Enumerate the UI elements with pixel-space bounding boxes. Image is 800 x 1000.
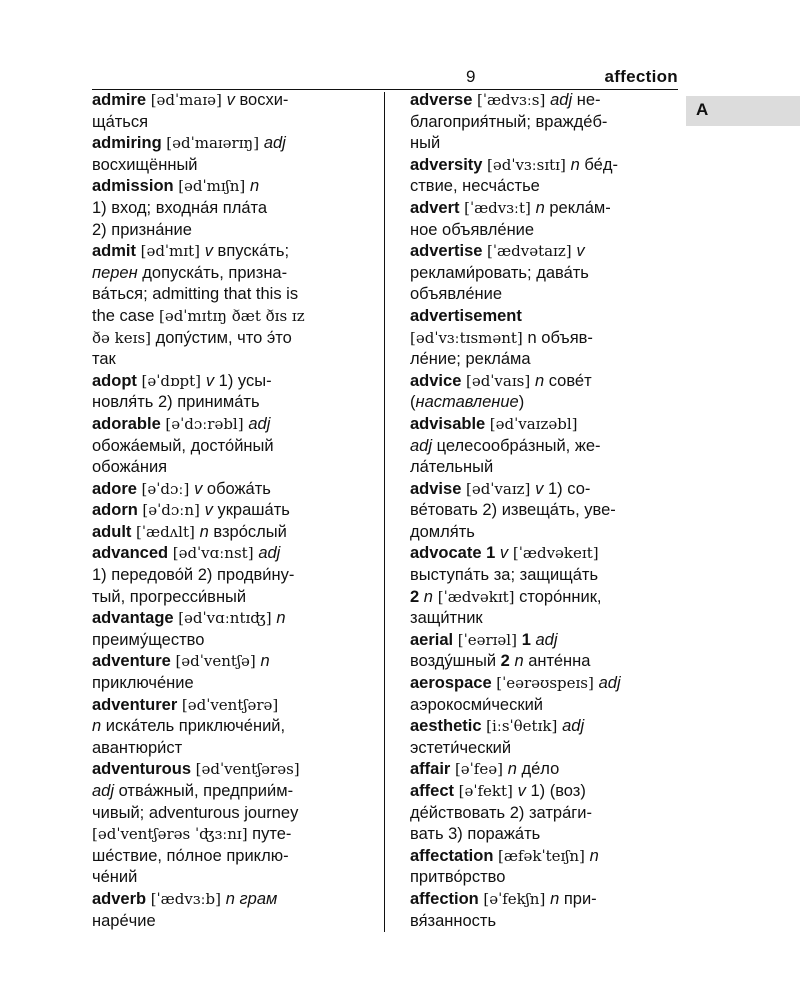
- translation-text: благоприя́тный; вражде́б-: [410, 112, 608, 131]
- transcription: [ˈædvətaɪz]: [487, 242, 577, 261]
- entry-line: [92, 846, 374, 868]
- entry-line: [410, 608, 682, 630]
- transcription: [ˈædvɜːt]: [464, 198, 536, 217]
- entry-line: [410, 781, 682, 803]
- translation-text: домля́ть: [410, 522, 475, 541]
- entry-line: [92, 651, 374, 673]
- translation-text: тый, прогресси́вный: [92, 587, 247, 606]
- translation-text: ла́тельный: [410, 458, 494, 477]
- running-head: affection: [604, 67, 678, 86]
- transcription: [əˈfekʃn]: [483, 889, 551, 908]
- left-column: [92, 90, 374, 932]
- entry-line: [410, 436, 682, 458]
- translation-text: иска́тель приключе́ний,: [101, 717, 286, 736]
- entry-line: [410, 716, 682, 738]
- transcription: [əˈfeə]: [454, 760, 508, 779]
- translation-text: рекла́м-: [544, 198, 611, 217]
- dictionary-entry: [410, 630, 682, 673]
- transcription: [ˈædvəkeɪt]: [508, 544, 599, 563]
- grammar-label: n: [535, 198, 545, 217]
- entry-line: [92, 867, 374, 889]
- translation-text: аэрокосми́ческий: [410, 695, 544, 714]
- headword: advanced: [92, 544, 173, 563]
- translation-text: бе́д-: [579, 155, 618, 174]
- headword: admission: [92, 177, 179, 196]
- grammar-label: adj: [248, 414, 271, 433]
- headword: adventure: [92, 652, 176, 671]
- entry-line: [410, 695, 682, 717]
- entry-line: [410, 587, 682, 609]
- entry-line: [410, 328, 682, 350]
- entry-line: [92, 284, 374, 306]
- translation-text: эстети́ческий: [410, 738, 512, 757]
- entry-line: [410, 371, 682, 393]
- dictionary-entry: [410, 90, 682, 155]
- headword: advertisement: [410, 306, 522, 325]
- transcription: [əˈdɒpt]: [141, 371, 206, 390]
- transcription: [ədˈventʃərəs]: [195, 760, 300, 779]
- headword: aerial: [410, 630, 458, 649]
- dictionary-entry: [410, 306, 682, 371]
- translation-text: вя́занность: [410, 911, 497, 930]
- transcription: [ədˈventʃə]: [175, 652, 261, 671]
- translation-text: так: [92, 350, 116, 369]
- entry-line: [410, 306, 682, 328]
- translation-text: ное объявле́ние: [410, 220, 535, 239]
- dictionary-entry: [92, 651, 374, 694]
- transcription: [æfəkˈteɪʃn]: [498, 846, 590, 865]
- entry-line: [92, 457, 374, 479]
- entry-line: [92, 911, 374, 933]
- translation-text: путе-: [247, 825, 292, 844]
- transcription: [ədˈvaɪzəbl]: [489, 414, 578, 433]
- entry-line: [410, 241, 682, 263]
- headword: adversity: [410, 155, 488, 174]
- entry-line: [92, 436, 374, 458]
- entry-line: [92, 500, 374, 522]
- translation-text: возду́шный: [410, 652, 501, 671]
- headword: advise: [410, 479, 466, 498]
- headword: affectation: [410, 846, 499, 865]
- translation-text: 1) со-: [543, 479, 591, 498]
- translation-text: при-: [559, 889, 597, 908]
- grammar-label: v: [204, 501, 213, 520]
- translation-text: отва́жный, предприи́м-: [114, 782, 294, 800]
- headword: adorable: [92, 414, 166, 433]
- translation-text: не-: [572, 91, 601, 109]
- entry-line: [410, 889, 682, 911]
- transcription: [ədˈvɜːtɪsmənt]: [410, 328, 528, 347]
- entry-line: [92, 824, 374, 846]
- headword: admiring: [92, 134, 167, 153]
- entry-line: [92, 543, 374, 565]
- dictionary-entry: [92, 133, 374, 176]
- transcription: [əˈfekt]: [458, 782, 518, 800]
- headword: adventurer: [92, 695, 182, 714]
- dictionary-entry: [410, 371, 682, 414]
- grammar-label: adj: [550, 91, 573, 109]
- transcription: [əˈdɔːrəbl]: [165, 414, 249, 433]
- transcription: [əˈdɔː]: [141, 479, 195, 498]
- dictionary-entry: [410, 716, 682, 759]
- entry-line: [410, 155, 682, 177]
- headword: affect: [410, 782, 459, 800]
- headword: advantage: [92, 609, 179, 628]
- dictionary-entry: [92, 608, 374, 651]
- entry-line: [92, 759, 374, 781]
- translation-text: де́ло: [516, 760, 560, 779]
- transcription: [ədˈventʃərə]: [181, 695, 279, 714]
- entry-line: [92, 803, 374, 825]
- entry-line: [92, 176, 374, 198]
- translation-text: 1) усы-: [214, 371, 272, 390]
- translation-text: ): [518, 393, 525, 412]
- translation-text: допу́стим, что э́то: [151, 328, 292, 347]
- grammar-label: наставление: [415, 393, 519, 412]
- headword: admire: [92, 91, 151, 109]
- transcription: [ˈædʌlt]: [136, 522, 200, 541]
- right-column: [410, 90, 682, 932]
- grammar-label: n: [92, 717, 102, 736]
- grammar-label: v: [499, 544, 509, 563]
- translation-text: анте́нна: [523, 652, 591, 671]
- entry-line: [410, 565, 682, 587]
- translation-text: защи́тник: [410, 609, 483, 628]
- entry-line: [92, 241, 374, 263]
- transcription: [ədˈvaɪz]: [465, 479, 536, 498]
- translation-text: ве́товать 2) извеща́ть, уве-: [410, 501, 616, 520]
- entry-line: [92, 263, 374, 285]
- transcription: [ədˈmɪtɪŋ ðæt ðɪs ɪz: [158, 306, 305, 325]
- dictionary-entry: [92, 371, 374, 414]
- dictionary-entry: [92, 889, 374, 932]
- dictionary-entry: [410, 543, 682, 629]
- page-header: [92, 64, 678, 90]
- entry-line: [92, 155, 374, 177]
- alphabet-tab: [686, 96, 800, 126]
- dictionary-entry: [92, 241, 374, 371]
- translation-text: реклами́ровать; дава́ть: [410, 263, 589, 282]
- grammar-label: adj: [598, 674, 621, 693]
- grammar-label: adj: [92, 782, 115, 800]
- translation-text: сторо́нник,: [514, 587, 602, 606]
- entry-line: [410, 759, 682, 781]
- entry-line: [92, 414, 374, 436]
- translation-text: обожа́ния: [92, 458, 168, 477]
- transcription: [ədˈvɑːntɪʤ]: [178, 609, 277, 628]
- entry-line: [410, 803, 682, 825]
- entry-line: [92, 328, 374, 350]
- dictionary-entry: [410, 759, 682, 781]
- translation-text: ле́ние; рекла́ма: [410, 350, 531, 369]
- dictionary-entry: [410, 781, 682, 846]
- entry-line: [410, 911, 682, 933]
- tab-letter: A: [696, 100, 709, 119]
- grammar-label: n: [250, 177, 260, 196]
- translation-text: восхищённый: [92, 155, 198, 174]
- grammar-label: v: [226, 91, 235, 109]
- dictionary-entry: [410, 241, 682, 306]
- entry-line: [410, 349, 682, 371]
- translation-text: обожа́ть: [202, 479, 271, 498]
- headword: advice: [410, 371, 466, 390]
- entry-line: [92, 716, 374, 738]
- transcription: [ədˈmaɪərɪŋ]: [166, 134, 264, 153]
- dictionary-entry: [92, 543, 374, 608]
- translation-text: приключе́ние: [92, 674, 194, 693]
- translation-text: преиму́щество: [92, 630, 205, 649]
- translation-text: 1) вход; входна́я пла́та: [92, 198, 268, 217]
- transcription: [ˈædvɜːs]: [476, 91, 551, 109]
- grammar-label: v: [204, 242, 213, 261]
- translation-text: ва́ться; admitting that this is: [92, 285, 299, 304]
- entry-line: [92, 133, 374, 155]
- translation-text: (: [410, 393, 416, 412]
- entry-line: [92, 889, 374, 911]
- page-number: 9: [466, 67, 476, 86]
- grammar-label: adj: [263, 134, 286, 153]
- entry-line: [92, 630, 374, 652]
- transcription: [ədˈventʃərəs ˈʤɜːnɪ]: [92, 825, 248, 844]
- headword: adore: [92, 479, 142, 498]
- dictionary-entry: [92, 695, 374, 760]
- grammar-label: adj: [562, 717, 585, 736]
- translation-text: притво́рство: [410, 868, 506, 887]
- transcription: ðə keɪs]: [92, 328, 151, 347]
- grammar-label: n: [423, 587, 433, 606]
- entry-line: [410, 457, 682, 479]
- grammar-label: n: [260, 652, 270, 671]
- entry-line: [410, 479, 682, 501]
- translation-text: 1) (воз): [525, 782, 586, 800]
- column-divider: [384, 92, 385, 932]
- entry-line: [92, 608, 374, 630]
- translation-text: the case: [92, 306, 159, 325]
- dictionary-entry: [410, 198, 682, 241]
- entry-line: [410, 630, 682, 652]
- transcription: [ədˈmɪʃn]: [178, 177, 251, 196]
- entry-line: [410, 738, 682, 760]
- transcription: [ədˈvaɪs]: [465, 371, 535, 390]
- headword: adventurous: [92, 760, 196, 779]
- headword: 1: [521, 630, 536, 649]
- headword: aerospace: [410, 674, 497, 693]
- dictionary-entry: [410, 846, 682, 889]
- entry-line: [410, 263, 682, 285]
- headword: adopt: [92, 371, 142, 390]
- entry-line: [410, 284, 682, 306]
- grammar-label: adj: [258, 544, 281, 563]
- grammar-label: v: [576, 242, 585, 261]
- dictionary-entry: [92, 90, 374, 133]
- translation-text: сове́т: [544, 371, 592, 390]
- grammar-label: n: [276, 609, 286, 628]
- translation-text: наре́чие: [92, 911, 156, 930]
- entry-line: [92, 349, 374, 371]
- translation-text: выступа́ть за; защища́ть: [410, 566, 599, 585]
- entry-line: [92, 112, 374, 134]
- entry-line: [410, 176, 682, 198]
- translation-text: ща́ться: [92, 112, 149, 131]
- dictionary-entry: [410, 479, 682, 544]
- grammar-label: n: [570, 155, 580, 174]
- transcription: [ˈeərəʊspeɪs]: [496, 674, 599, 693]
- translation-text: допуска́ть, призна-: [137, 263, 288, 282]
- translation-text: чивый; adventurous journey: [92, 803, 299, 822]
- translation-text: де́йствовать 2) затра́ги-: [410, 803, 592, 822]
- dictionary-entry: [410, 673, 682, 716]
- entry-line: [410, 90, 682, 112]
- transcription: [ədˈvɜːsɪtɪ]: [487, 155, 571, 174]
- dictionary-entry: [92, 479, 374, 501]
- entry-line: [410, 220, 682, 242]
- grammar-label: v: [194, 479, 203, 498]
- dictionary-entry: [92, 176, 374, 241]
- headword: adverb: [92, 889, 151, 908]
- dictionary-entry: [92, 522, 374, 544]
- translation-text: 1) передово́й 2) продви́ну-: [92, 566, 295, 585]
- translation-text: ше́ствие, по́лное приклю-: [92, 846, 289, 865]
- entry-line: [410, 112, 682, 134]
- entry-line: [410, 673, 682, 695]
- dictionary-entry: [410, 414, 682, 479]
- entry-line: [410, 133, 682, 155]
- translation-text: новля́ть 2) принима́ть: [92, 393, 260, 412]
- entry-line: [92, 371, 374, 393]
- grammar-label: adj: [410, 436, 433, 455]
- headword: affair: [410, 760, 455, 779]
- translation-text: ствие, несча́стье: [410, 177, 540, 196]
- headword: adorn: [92, 501, 143, 520]
- dictionary-entry: [92, 759, 374, 889]
- entry-line: [410, 867, 682, 889]
- translation-text: авантюри́ст: [92, 738, 183, 757]
- entry-line: [410, 500, 682, 522]
- entry-line: [410, 846, 682, 868]
- transcription: [əˈdɔːn]: [142, 501, 205, 520]
- entry-line: [92, 695, 374, 717]
- grammar-label: n: [550, 889, 560, 908]
- grammar-label: n: [507, 760, 517, 779]
- entry-line: [410, 198, 682, 220]
- translation-text: украша́ть: [212, 501, 290, 520]
- entry-line: [92, 522, 374, 544]
- grammar-label: v: [205, 371, 215, 390]
- grammar-label: adj: [535, 630, 558, 649]
- grammar-label: n: [514, 652, 524, 671]
- entry-line: [410, 522, 682, 544]
- entry-line: [92, 90, 374, 112]
- entry-line: [92, 306, 374, 328]
- headword: 2: [500, 652, 515, 671]
- dictionary-entry: [92, 500, 374, 522]
- headword: advert: [410, 198, 465, 217]
- transcription: [ˈeərɪəl]: [457, 630, 522, 649]
- entry-line: [92, 738, 374, 760]
- headword: adverse: [410, 91, 477, 109]
- headword: affection: [410, 889, 484, 908]
- dictionary-entry: [410, 889, 682, 932]
- transcription: [ˈædvəkɪt]: [432, 587, 515, 606]
- translation-text: че́ний: [92, 868, 138, 887]
- transcription: [ˈædvɜːb]: [150, 889, 226, 908]
- grammar-label: n: [589, 846, 599, 865]
- dictionary-entry: [410, 155, 682, 198]
- headword: adult: [92, 522, 136, 541]
- transcription: [ədˈmaɪə]: [150, 91, 227, 109]
- dictionary-entry: [92, 414, 374, 479]
- translation-text: обожа́емый, досто́йный: [92, 436, 274, 455]
- grammar-label: n грам: [225, 889, 278, 908]
- entry-line: [92, 587, 374, 609]
- headword: advocate 1: [410, 544, 500, 563]
- translation-text: вать 3) поража́ть: [410, 825, 541, 844]
- translation-text: ный: [410, 134, 441, 153]
- entry-line: [410, 414, 682, 436]
- translation-text: восхи-: [234, 91, 289, 109]
- translation-text: взро́слый: [208, 522, 287, 541]
- entry-line: [410, 543, 682, 565]
- entry-line: [92, 781, 374, 803]
- grammar-label: перен: [92, 263, 138, 282]
- grammar-label: v: [535, 479, 544, 498]
- entry-line: [92, 220, 374, 242]
- entry-line: [92, 198, 374, 220]
- headword: advertise: [410, 242, 488, 261]
- headword: advisable: [410, 414, 490, 433]
- grammar-label: v: [517, 782, 526, 800]
- translation-text: объявле́ние: [410, 285, 503, 304]
- entry-line: [410, 824, 682, 846]
- transcription: [ədˈvɑːnst]: [172, 544, 259, 563]
- grammar-label: n: [199, 522, 209, 541]
- entry-line: [92, 479, 374, 501]
- entry-line: [410, 392, 682, 414]
- entry-line: [92, 673, 374, 695]
- translation-text: 2) призна́ние: [92, 220, 192, 239]
- entry-line: [92, 565, 374, 587]
- entry-line: [410, 651, 682, 673]
- headword: aesthetic: [410, 717, 487, 736]
- transcription: [iːsˈθetɪk]: [486, 717, 563, 736]
- transcription: [ədˈmɪt]: [140, 242, 205, 261]
- translation-text: впуска́ть;: [212, 242, 290, 261]
- translation-text: n объяв-: [527, 328, 593, 347]
- entry-line: [92, 392, 374, 414]
- headword: 2: [410, 587, 424, 606]
- headword: admit: [92, 242, 141, 261]
- grammar-label: n: [534, 371, 545, 390]
- translation-text: целесообра́зный, же-: [432, 436, 601, 455]
